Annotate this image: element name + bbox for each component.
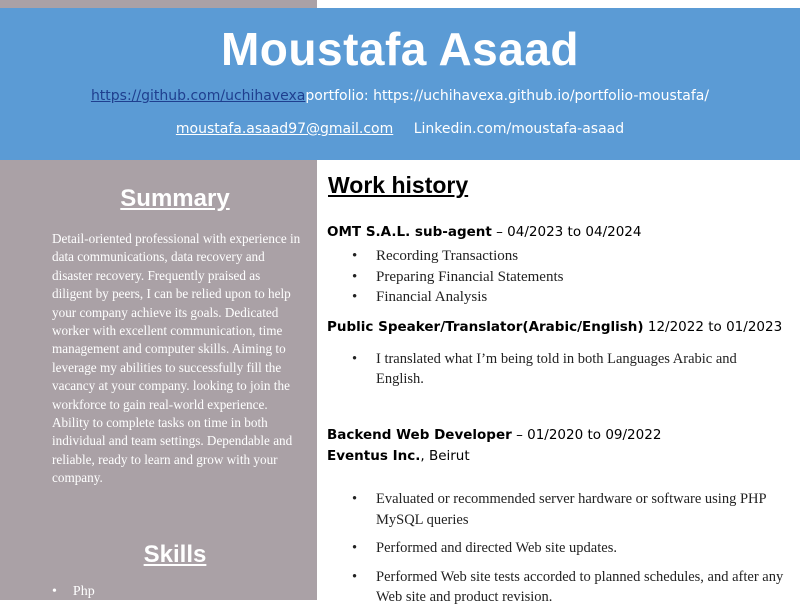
list-item: • Recording Transactions [327, 246, 563, 267]
job-bullets [327, 349, 767, 389]
job-title: OMT S.A.L. sub-agent [327, 224, 492, 240]
person-name: Moustafa Asaad [220, 23, 580, 75]
job-dates: 12/2022 to 01/2023 [643, 319, 783, 335]
list-item: • Financial Analysis [327, 287, 563, 308]
work-history-heading: Work history [328, 172, 469, 198]
job-bullets [327, 489, 797, 608]
job-bullets [327, 246, 563, 308]
skills-list [52, 584, 95, 600]
email-link[interactable]: moustafa.asaad97@gmail.com [175, 121, 394, 137]
linkedin-text: Linkedin.com/moustafa-asaad [413, 121, 625, 137]
github-link[interactable]: https://github.com/uchihavexa [90, 88, 306, 104]
list-item: • Evaluated or recommended server hardware or software using PHP MySQL queries [327, 489, 797, 530]
resume-header [0, 8, 800, 160]
skills-heading: Skills [143, 541, 207, 568]
contact-line [0, 121, 800, 137]
main-content [317, 160, 800, 605]
company-name: Eventus Inc. [327, 448, 421, 464]
job-heading [327, 427, 661, 443]
job-heading [327, 319, 782, 335]
summary-heading: Summary [120, 185, 230, 212]
company-location: , Beirut [420, 448, 470, 464]
list-item: • Performed Web site tests accorded to planned schedules, and after any Web site and product revision. [327, 567, 797, 608]
job-dates: – 04/2023 to 04/2024 [491, 224, 642, 240]
sidebar-top-strip [0, 0, 317, 8]
job-dates: – 01/2020 to 09/2022 [511, 427, 662, 443]
job-title: Backend Web Developer [327, 427, 512, 443]
job-heading [327, 224, 641, 240]
job-title: Public Speaker/Translator(Arabic/English) [327, 319, 644, 335]
list-item: • Preparing Financial Statements [327, 267, 563, 288]
sidebar [0, 160, 317, 600]
summary-text: Detail-oriented professional with experience in data communications, data recovery and disaster recovery. Frequently praised as diligent by peers, I can be relied upon to help your company achieve its goals. Dedicated worker with excellent communication, time management and computer skills. Aiming to leverage my abilities to successfully fill the vacancy at your company. looking to join the workforce to gain real-world experience. Ability to complete tasks on time in both individual and team settings. Dependable and reliable, ready to learn and grow with your company. [52, 231, 301, 486]
skill-item: • Php [52, 584, 95, 600]
list-item: • Performed and directed Web site updates. [327, 538, 797, 559]
list-item: • I translated what I’m being told in both Languages Arabic and English. [327, 349, 767, 389]
links-line [0, 88, 800, 104]
company-line [327, 448, 470, 464]
portfolio-text: portfolio: https://uchihavexa.github.io/portfolio-moustafa/ [305, 88, 710, 104]
